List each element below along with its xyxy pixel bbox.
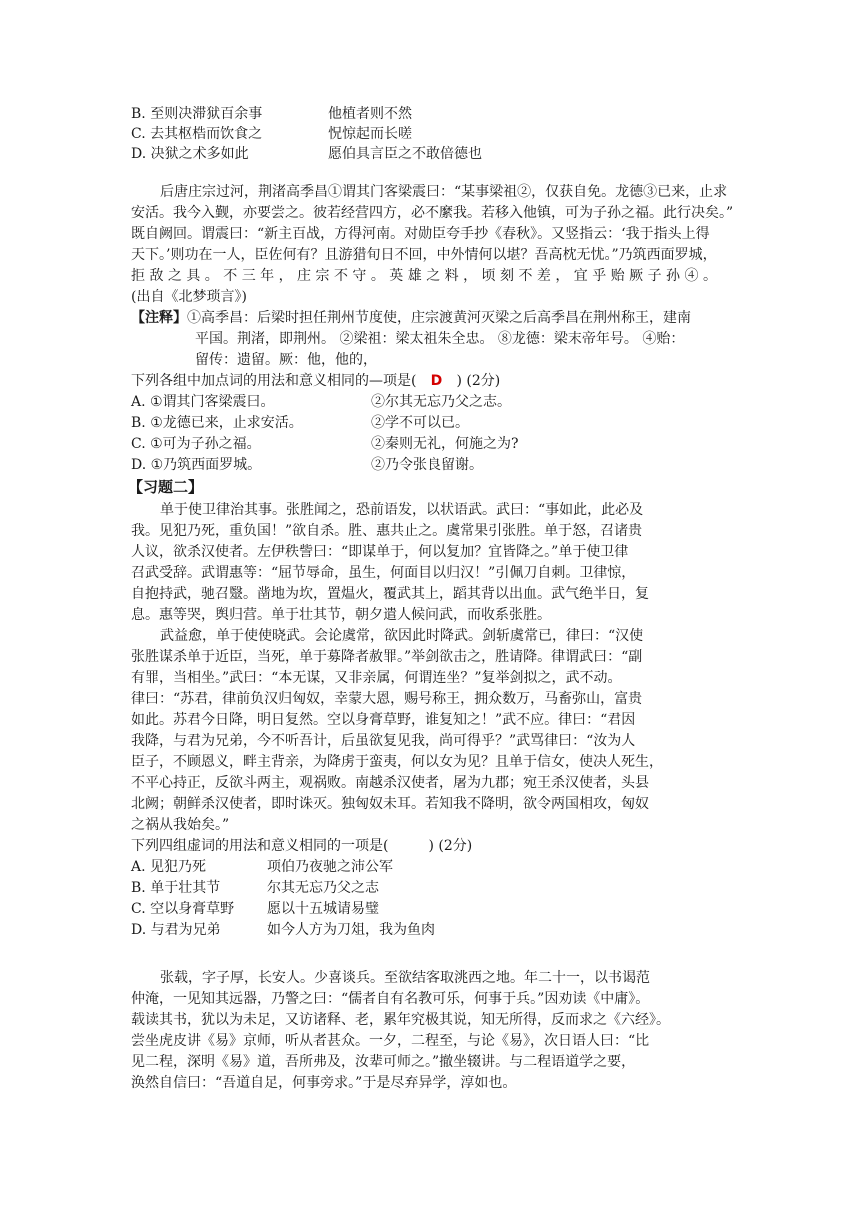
passage2-line: 北阙；朝鲜杀汉使者，即时诛灭。独匈奴未耳。若知我不降明，欲令两国相攻，匈奴: [131, 796, 649, 812]
q2-option-b: B. 单于壮其节: [131, 880, 221, 896]
q2-option-d: D. 与君为兄弟: [131, 922, 221, 938]
passage1-line: 既自阙回。谓震曰：“新主百战，方得河南。对勋臣夸手抄《春秋》。又竖指云：‘我于指头上得: [131, 226, 710, 242]
q1-stem: 下列各组中加点词的用法和意义相同的—项是( D ) (2分): [131, 373, 501, 389]
passage3-line: 载读其书，犹以为未足，又访诸释、老，累年究极其说，知无所得，反而求之《六经》。: [131, 1012, 670, 1028]
passage1-source: (出自《北梦琐言》): [131, 289, 247, 305]
top-option-d-right: 愿伯具言臣之不敢倍德也: [328, 146, 482, 162]
q2-option-d-right: 如今人方为刀俎，我为鱼肉: [267, 922, 435, 938]
q2-option-a: A. 见犯乃死: [131, 859, 207, 875]
notes-label: 【注释】: [131, 310, 187, 326]
q1-option-b: B. ①龙德已来，止求安活。: [131, 415, 303, 431]
top-option-c-right: 怳惊起而长嗟: [328, 126, 412, 142]
passage2-line: 有罪，当相坐。”武曰：“本无谋，又非亲属，何谓连坐？”复举剑拟之，武不动。: [131, 670, 622, 686]
top-option-b-right: 他植者则不然: [328, 106, 412, 122]
q2-option-c: C. 空以身膏草野: [131, 901, 235, 917]
top-option-b: B. 至则决滞狱百余事: [131, 106, 263, 122]
q1-option-c: C. ①可为子孙之福。: [131, 436, 261, 452]
q1-answer: D: [430, 373, 443, 389]
q2-option-b-right: 尔其无忘乃父之志: [267, 880, 379, 896]
notes1-line: 平国。荆渚，即荆州。 ②梁祖：梁太祖朱全忠。 ⑧龙德：梁末帝年号。 ④贻：: [195, 331, 685, 347]
passage2-line: 如此。苏君今日降，明日复然。空以身膏草野，谁复知之！”武不应。律曰：“君因: [131, 712, 636, 728]
passage3-line: 仲淹，一见知其远器，乃警之曰：“儒者自有名教可乐，何事于兵。”因劝读《中庸》。: [131, 991, 650, 1007]
passage2-line: 不平心持正，反欲斗两主，观祸败。南越杀汉使者，屠为九郡；宛王杀汉使者，头县: [131, 775, 649, 791]
passage2-line: 律曰：“苏君，律前负汉归匈奴，幸蒙大恩，赐号称王，拥众数万，马畜弥山，富贵: [131, 691, 643, 707]
passage3-line: 见二程，深明《易》道，吾所弗及，汝辈可师之。”撤坐辍讲。与二程语道学之要，: [131, 1054, 636, 1070]
notes1-line: 留传：遗留。厥：他，他的，: [195, 352, 377, 368]
passage2-line: 之祸从我始矣。”: [131, 817, 230, 833]
passage1-line: 后唐庄宗过河，荆渚高季昌①谓其门客梁震曰：“某事梁祖②，仅获自免。龙德③已来，止求: [160, 184, 728, 200]
q1-option-a-right: ②尔其无忘乃父之志。: [371, 394, 511, 410]
passage2-line: 我降，与君为兄弟，今不听吾计，后虽欲复见我，尚可得乎？”武骂律曰：“汝为人: [131, 733, 636, 749]
passage3-line: 涣然自信曰：“吾道自足，何事旁求。”于是尽弃异学，淳如也。: [131, 1075, 517, 1091]
passage2-line: 人议，欲杀汉使者。左伊秩訾曰：“即谋单于，何以复加？宜皆降之。”单于使卫律: [131, 544, 629, 560]
passage3-line: 张载，字子厚，长安人。少喜谈兵。至欲结客取洮西之地。年二十一，以书谒范: [160, 970, 650, 986]
passage2-line: 自抱持武，驰召毉。凿地为坎，置煴火，覆武其上，蹈其背以出血。武气绝半日，复: [131, 586, 649, 602]
passage1-line: 安活。我今入觐，亦要尝之。彼若经营四方，必不縻我。若移入他镇，可为子孙之福。此行决矣。”: [131, 205, 734, 221]
passage1-line: 天下。’则功在一人，臣佐何有？且游猎旬日不回，中外情何以堪？吾高枕无忧。”乃筑西面罗城，: [131, 247, 717, 263]
passage2-line: 我。见犯乃死，重负国！”欲自杀。胜、惠共止之。虞常果引张胜。单于怒，召诸贵: [131, 523, 643, 539]
q2-option-a-right: 项伯乃夜驰之沛公军: [267, 859, 393, 875]
passage3-line: 尝坐虎皮讲《易》京师，听从者甚众。一夕，二程至，与论《易》，次日语人曰：“比: [131, 1033, 650, 1049]
q1-option-d: D. ①乃筑西面罗城。: [131, 457, 262, 473]
passage2-line: 臣子，不顾恩义，畔主背亲，为降虏于蛮夷，何以女为见？且单于信女，使决人死生，: [131, 754, 663, 770]
section-heading: 【习题二】: [128, 478, 204, 496]
q1-option-d-right: ②乃令张良留谢。: [371, 457, 483, 473]
passage2-line: 息。惠等哭，舆归营。单于壮其节，朝夕遣人候问武，而收系张胜。: [131, 607, 551, 623]
q1-option-c-right: ②秦则无礼，何施之为?: [371, 436, 519, 452]
q2-option-c-right: 愿以十五城请易璧: [267, 901, 379, 917]
passage2-line: 武益愈，单于使使晓武。会论虞常，欲因此时降武。剑斩虞常已，律曰：“汉使: [160, 628, 644, 644]
passage2-line: 召武受辞。武谓惠等：“屈节辱命，虽生，何面目以归汉！”引佩刀自刺。卫律惊，: [131, 565, 636, 581]
q1-option-a: A. ①谓其门客梁震曰。: [131, 394, 275, 410]
passage2-line: 单于使卫律治其事。张胜闻之，恐前语发，以状语武。武曰：“事如此，此必及: [160, 502, 644, 518]
notes1-line: 【注释】①高季昌：后梁时担任荆州节度使，庄宗渡黄河灭梁之后高季昌在荆州称王，建南: [131, 310, 691, 326]
q1-option-b-right: ②学不可以已。: [371, 415, 469, 431]
q2-stem: 下列四组虚词的用法和意义相同的一项是( ) (2分): [131, 838, 473, 854]
top-option-d: D. 决狱之术多如此: [131, 146, 249, 162]
top-option-c: C. 去其枢梏而饮食之: [131, 126, 263, 142]
passage2-line: 张胜谋杀单于近臣，当死，单于募降者赦罪。”举剑欲击之，胜请降。律谓武曰：“副: [131, 649, 643, 665]
passage1-line: 拒 敌 之 具 。 不 三 年 ， 庄 宗 不 守 。 英 雄 之 料 ， 顷 刻 不 差 ， 宜 乎 贻 厥 子 孙 ④ 。: [131, 268, 717, 284]
